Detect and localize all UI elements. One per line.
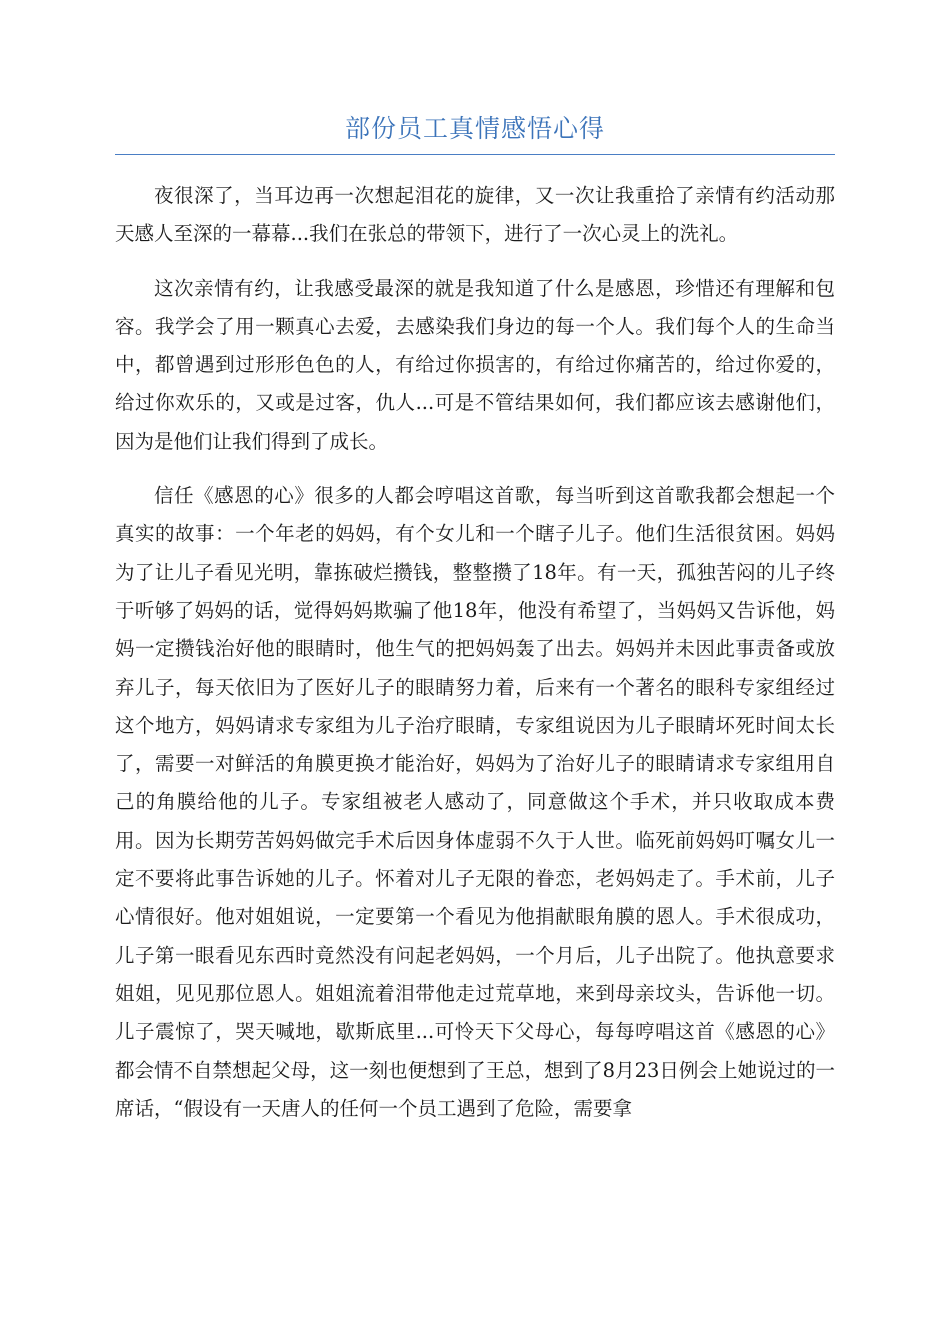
document-body <box>115 177 835 1128</box>
paragraph-3: 信任《感恩的心》很多的人都会哼唱这首歌，每当听到这首歌我都会想起一个真实的故事：一个年老的妈妈，有个女儿和一个瞎子儿子。他们生活很贫困。妈妈为了让儿子看见光明，靠拣破烂攒钱，整整攒了18年。有一天，孤独苦闷的儿子终于听够了妈妈的话，觉得妈妈欺骗了他18年，他没有希望了，当妈妈又告诉他，妈妈一定攒钱治好他的眼睛时，他生气的把妈妈轰了出去。妈妈并未因此事责备或放弃儿子，每天依旧为了医好儿子的眼睛努力着，后来有一个著名的眼科专家组经过这个地方，妈妈请求专家组为儿子治疗眼睛，专家组说因为儿子眼睛坏死时间太长了，需要一对鲜活的角膜更换才能治好，妈妈为了治好儿子的眼睛请求专家组用自己的角膜给他的儿子。专家组被老人感动了，同意做这个手术，并只收取成本费用。因为长期劳苦妈妈做完手术后因身体虚弱不久于人世。临死前妈妈叮嘱女儿一定不要将此事告诉她的儿子。怀着对儿子无限的眷恋，老妈妈走了。手术前，儿子心情很好。他对姐姐说，一定要第一个看见为他捐献眼角膜的恩人。手术很成功，儿子第一眼看见东西时竟然没有问起老妈妈，一个月后，儿子出院了。他执意要求姐姐，见见那位恩人。姐姐流着泪带他走过荒草地，来到母亲坟头，告诉他一切。儿子震惊了，哭天喊地，歇斯底里...可怜天下父母心，每每哼唱这首《感恩的心》都会情不自禁想起父母，这一刻也便想到了王总，想到了8月23日例会上她说过的一席话，“假设有一天唐人的任何一个员工遇到了危险，需要拿 <box>115 484 835 1120</box>
paragraph-2: 这次亲情有约，让我感受最深的就是我知道了什么是感恩，珍惜还有理解和包容。我学会了用一颗真心去爱，去感染我们身边的每一个人。我们每个人的生命当中，都曾遇到过形形色色的人，有给过你损害的，有给过你痛苦的，给过你爱的，给过你欢乐的，又或是过客，仇人...可是不管结果如何，我们都应该去感谢他们，因为是他们让我们得到了成长。 <box>115 276 835 453</box>
paragraph-1: 夜很深了，当耳边再一次想起泪花的旋律，又一次让我重拾了亲情有约活动那天感人至深的一幕幕...我们在张总的带领下，进行了一次心灵上的洗礼。 <box>115 184 835 246</box>
document-title: 部份员工真情感悟心得 <box>344 114 605 143</box>
title-underline <box>115 154 835 155</box>
